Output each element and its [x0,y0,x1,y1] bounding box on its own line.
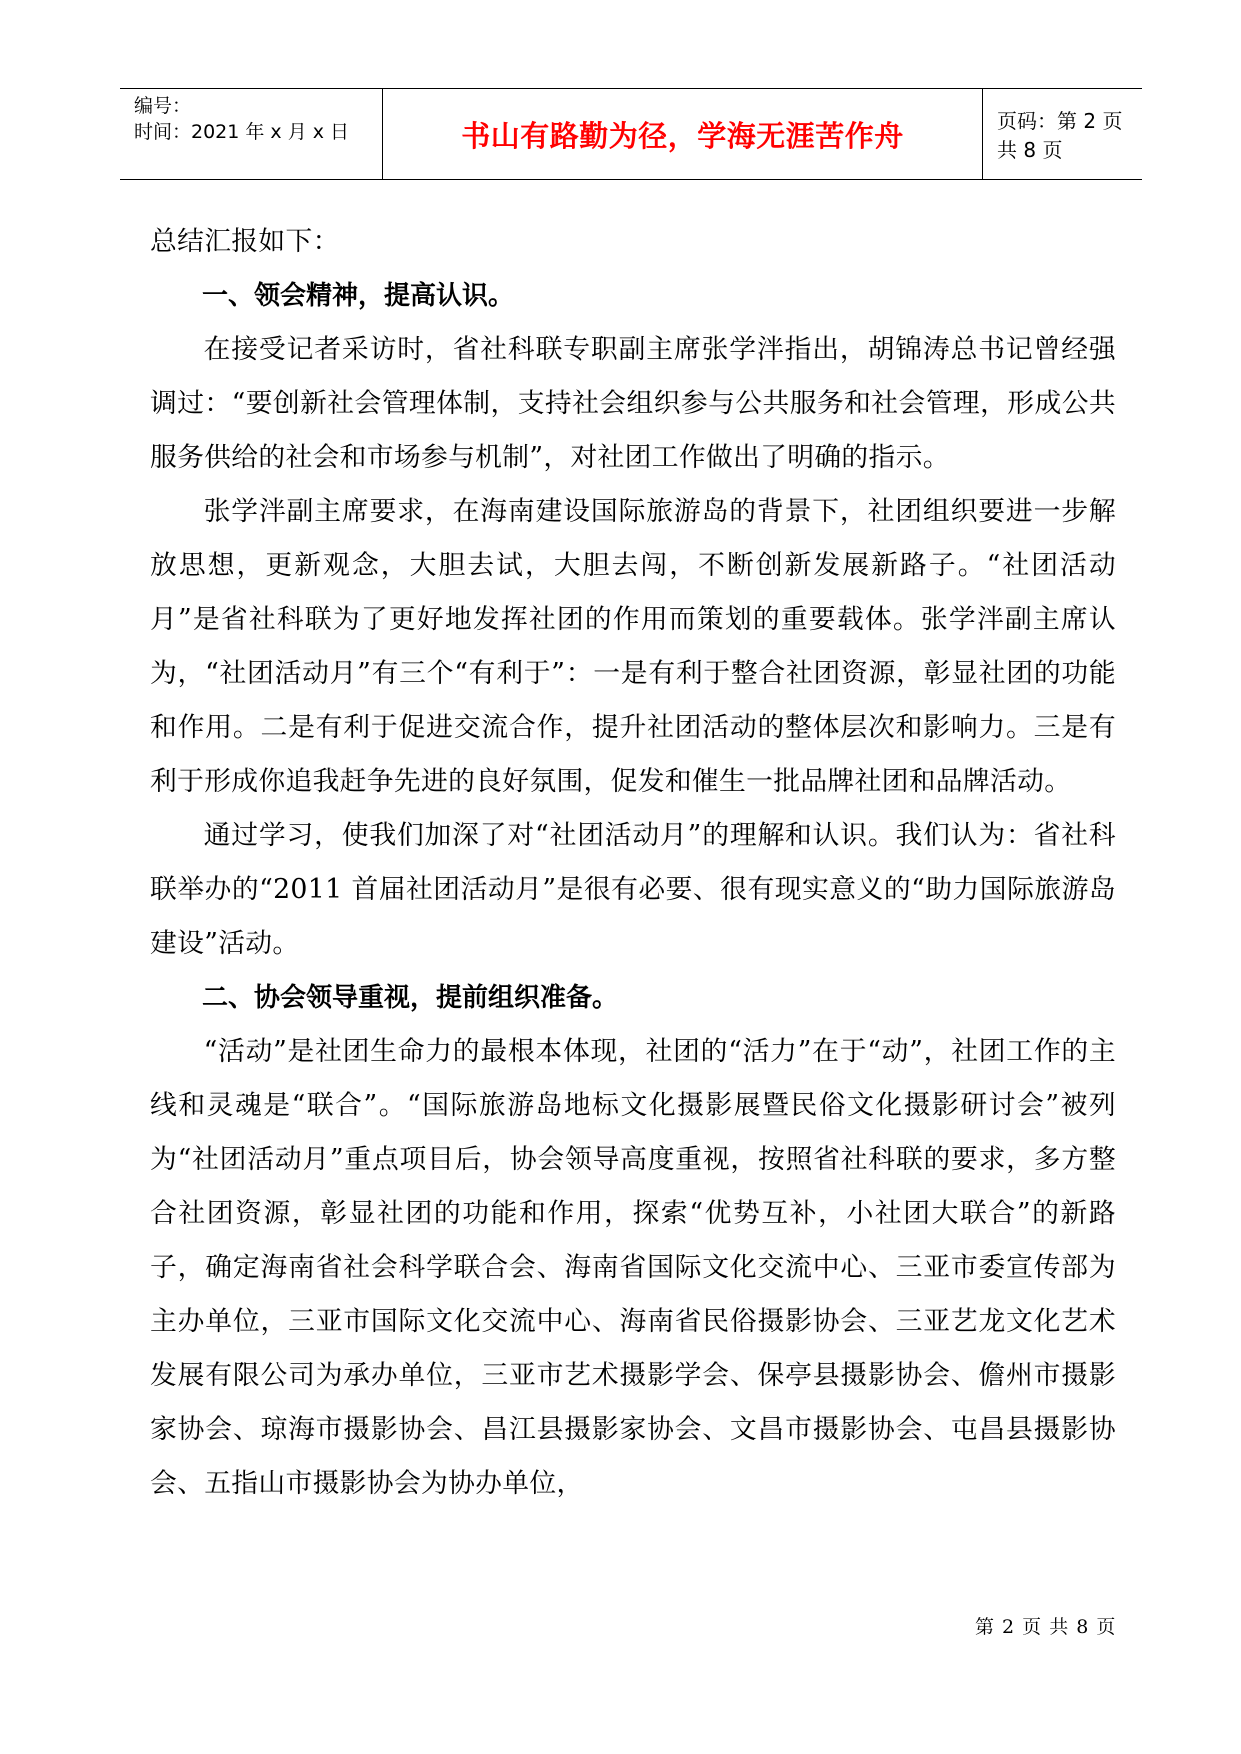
header-motto: 书山有路勤为径，学海无涯苦作舟 [461,118,904,153]
body-paragraph: “活动”是社团生命力的最根本体现，社团的“活力”在于“动”，社团工作的主线和灵魂是“联合”。“国际旅游岛地标文化摄影展暨民俗文化摄影研讨会”被列为“社团活动月”重点项目后，协会领导高度重视，按照省社科联的要求，多方整合社团资源，彰显社团的功能和作用，探索“优势互补，小社团大联合”的新路子，确定海南省社会科学联合会、海南省国际文化交流中心、三亚市委宣传部为主办单位，三亚市国际文化交流中心、海南省民俗摄影协会、三亚艺龙文化艺术发展有限公司为承办单位，三亚市艺术摄影学会、保亭县摄影协会、儋州市摄影家协会、琼海市摄影协会、昌江县摄影家协会、文昌市摄影协会、屯昌县摄影协会、五指山市摄影协会为协办单位， [150,1036,1116,1499]
body-paragraph: 在接受记者采访时，省社科联专职副主席张学泮指出，胡锦涛总书记曾经强调过：“要创新社会管理体制，支持社会组织参与公共服务和社会管理，形成公共服务供给的社会和市场参与机制”，对社团工作做出了明确的指示。 [150,334,1116,473]
document-body [150,215,1116,1511]
document-time-label: 时间：2021 年 x 月 x 日 [134,121,350,143]
section-heading: 二、协会领导重视，提前组织准备。 [202,983,619,1013]
body-paragraph: 总结汇报如下： [150,226,340,257]
section-heading: 一、领会精神，提高认识。 [202,281,515,311]
document-number-label: 编号： [134,95,192,117]
header-meta [120,89,382,179]
body-paragraph: 张学泮副主席要求，在海南建设国际旅游岛的背景下，社团组织要进一步解放思想，更新观念，大胆去试，大胆去闯，不断创新发展新路子。“社团活动月”是省社科联为了更好地发挥社团的作用而策划的重要载体。张学泮副主席认为，“社团活动月”有三个“有利于”：一是有利于整合社团资源，彰显社团的功能和作用。二是有利于促进交流合作，提升社团活动的整体层次和影响力。三是有利于形成你追我赶争先进的良好氛围，促发和催生一批品牌社团和品牌活动。 [150,496,1116,797]
body-paragraph: 通过学习，使我们加深了对“社团活动月”的理解和认识。我们认为：省社科联举办的“2011 首届社团活动月”是很有必要、很有现实意义的“助力国际旅游岛建设”活动。 [150,820,1116,959]
page-footer-number: 第 2 页 共 8 页 [975,1616,1117,1638]
header-divider [982,89,983,179]
header-page-label: 页码：第 2 页 共 8 页 [997,109,1123,162]
document-header [120,88,1142,180]
